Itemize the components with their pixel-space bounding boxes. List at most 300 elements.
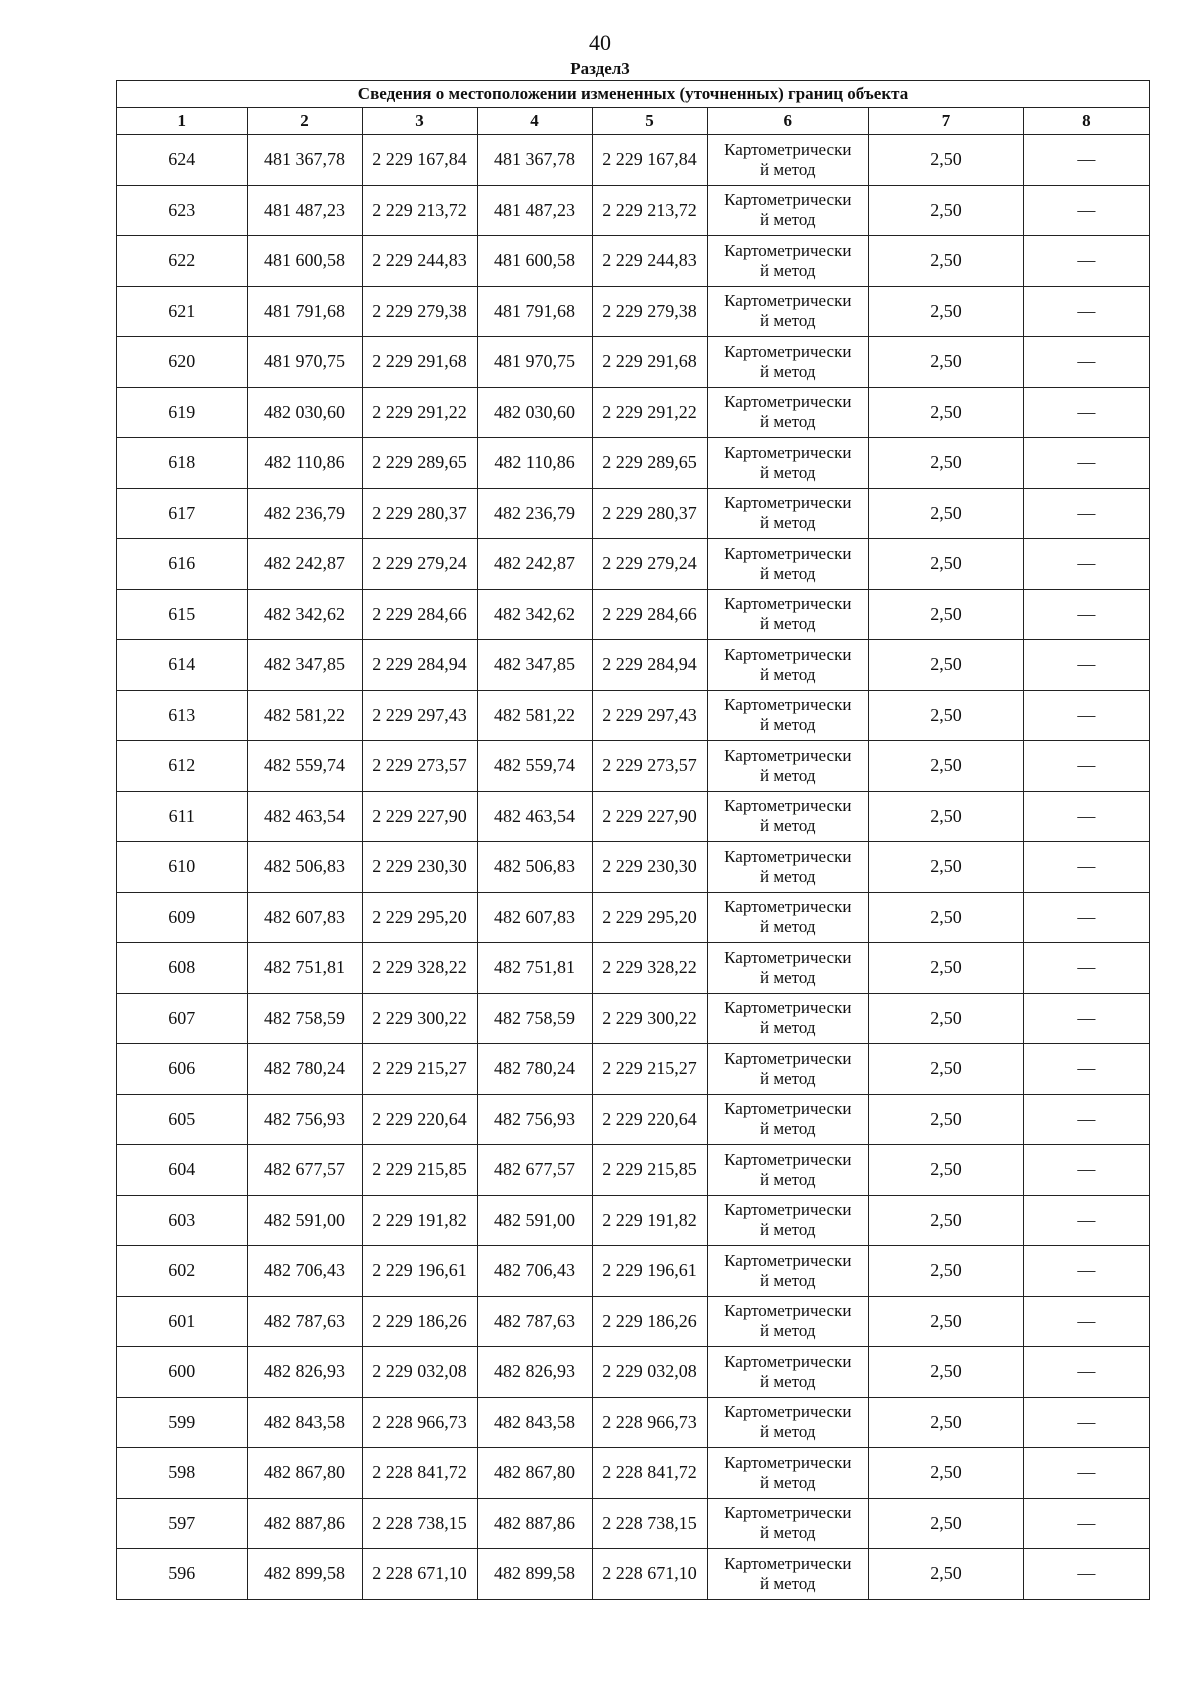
method-cell [707,1498,868,1549]
method-cell [707,1347,868,1398]
x-coordinate-cell: 482 677,57 [247,1145,362,1196]
point-number-cell: 617 [117,488,248,539]
point-number-cell: 621 [117,286,248,337]
point-number-cell: 606 [117,1044,248,1095]
x-coordinate-cell: 482 506,83 [477,842,592,893]
x-coordinate-cell: 482 607,83 [247,892,362,943]
method-line: й метод [760,715,816,735]
x-coordinate-cell: 482 463,54 [247,791,362,842]
x-coordinate-cell: 482 559,74 [247,741,362,792]
point-number-cell: 613 [117,690,248,741]
point-number-cell: 623 [117,185,248,236]
x-coordinate-cell: 482 706,43 [477,1246,592,1297]
x-coordinate-cell: 482 030,60 [247,387,362,438]
method-line: Картометрически [724,392,852,412]
column-header: 5 [592,108,707,135]
x-coordinate-cell: 482 756,93 [247,1094,362,1145]
method-line: Картометрически [724,1099,852,1119]
method-line: й метод [760,614,816,634]
x-coordinate-cell: 482 758,59 [247,993,362,1044]
method-cell [707,286,868,337]
method-line: Картометрически [724,1250,852,1270]
method-line: й метод [760,1472,816,1492]
y-coordinate-cell: 2 229 291,68 [592,337,707,388]
x-coordinate-cell: 482 887,86 [247,1498,362,1549]
y-coordinate-cell: 2 229 273,57 [362,741,477,792]
method-line: й метод [760,1422,816,1442]
point-number-cell: 609 [117,892,248,943]
method-line: Картометрически [724,240,852,260]
section-title: Раздел3 [570,59,630,78]
note-cell: — [1023,286,1149,337]
x-coordinate-cell: 482 342,62 [247,589,362,640]
x-coordinate-cell: 482 581,22 [477,690,592,741]
method-line: й метод [760,412,816,432]
accuracy-cell: 2,50 [869,1195,1024,1246]
table-row [117,791,1150,842]
x-coordinate-cell: 482 826,93 [477,1347,592,1398]
y-coordinate-cell: 2 229 167,84 [362,135,477,186]
table-header-row [117,108,1150,135]
method-cell [707,791,868,842]
method-line: Картометрически [724,1503,852,1523]
x-coordinate-cell: 482 756,93 [477,1094,592,1145]
y-coordinate-cell: 2 229 300,22 [362,993,477,1044]
accuracy-cell: 2,50 [869,892,1024,943]
x-coordinate-cell: 481 487,23 [247,185,362,236]
x-coordinate-cell: 482 887,86 [477,1498,592,1549]
column-header: 7 [869,108,1024,135]
x-coordinate-cell: 482 899,58 [247,1549,362,1600]
x-coordinate-cell: 482 867,80 [477,1448,592,1499]
method-line: Картометрически [724,543,852,563]
y-coordinate-cell: 2 229 273,57 [592,741,707,792]
x-coordinate-cell: 482 607,83 [477,892,592,943]
table-row [117,236,1150,287]
x-coordinate-cell: 482 242,87 [247,539,362,590]
note-cell: — [1023,791,1149,842]
y-coordinate-cell: 2 229 196,61 [362,1246,477,1297]
table-row [117,640,1150,691]
point-number-cell: 598 [117,1448,248,1499]
note-cell: — [1023,993,1149,1044]
x-coordinate-cell: 481 970,75 [247,337,362,388]
table-row [117,1549,1150,1600]
method-line: й метод [760,816,816,836]
y-coordinate-cell: 2 229 328,22 [592,943,707,994]
accuracy-cell: 2,50 [869,1246,1024,1297]
table-row [117,488,1150,539]
accuracy-cell: 2,50 [869,791,1024,842]
accuracy-cell: 2,50 [869,337,1024,388]
accuracy-cell: 2,50 [869,236,1024,287]
table-caption-row [117,81,1150,108]
table-row [117,1246,1150,1297]
table-row [117,993,1150,1044]
method-cell [707,539,868,590]
point-number-cell: 597 [117,1498,248,1549]
y-coordinate-cell: 2 229 295,20 [362,892,477,943]
accuracy-cell: 2,50 [869,539,1024,590]
accuracy-cell: 2,50 [869,286,1024,337]
x-coordinate-cell: 482 236,79 [247,488,362,539]
method-cell [707,1195,868,1246]
point-number-cell: 605 [117,1094,248,1145]
accuracy-cell: 2,50 [869,1296,1024,1347]
method-cell [707,135,868,186]
accuracy-cell: 2,50 [869,387,1024,438]
method-line: Картометрически [724,1402,852,1422]
method-cell [707,741,868,792]
note-cell: — [1023,1044,1149,1095]
y-coordinate-cell: 2 229 215,85 [592,1145,707,1196]
accuracy-cell: 2,50 [869,842,1024,893]
column-header: 6 [707,108,868,135]
x-coordinate-cell: 482 751,81 [477,943,592,994]
y-coordinate-cell: 2 228 841,72 [592,1448,707,1499]
y-coordinate-cell: 2 229 215,85 [362,1145,477,1196]
note-cell: — [1023,1246,1149,1297]
table-row [117,1195,1150,1246]
method-line: Картометрически [724,796,852,816]
method-line: й метод [760,563,816,583]
method-line: Картометрически [724,291,852,311]
note-cell: — [1023,1094,1149,1145]
point-number-cell: 601 [117,1296,248,1347]
x-coordinate-cell: 481 367,78 [247,135,362,186]
y-coordinate-cell: 2 229 291,22 [362,387,477,438]
method-cell [707,943,868,994]
method-cell [707,1448,868,1499]
accuracy-cell: 2,50 [869,1549,1024,1600]
method-line: Картометрически [724,341,852,361]
accuracy-cell: 2,50 [869,741,1024,792]
y-coordinate-cell: 2 229 213,72 [362,185,477,236]
x-coordinate-cell: 482 787,63 [477,1296,592,1347]
method-cell [707,640,868,691]
y-coordinate-cell: 2 229 167,84 [592,135,707,186]
y-coordinate-cell: 2 229 279,24 [592,539,707,590]
table-row [117,1145,1150,1196]
y-coordinate-cell: 2 229 186,26 [592,1296,707,1347]
table-row [117,1498,1150,1549]
method-line: Картометрически [724,1200,852,1220]
method-line: Картометрически [724,998,852,1018]
table-row [117,589,1150,640]
x-coordinate-cell: 482 591,00 [247,1195,362,1246]
accuracy-cell: 2,50 [869,135,1024,186]
method-cell [707,993,868,1044]
x-coordinate-cell: 481 791,68 [477,286,592,337]
y-coordinate-cell: 2 229 244,83 [592,236,707,287]
point-number-cell: 624 [117,135,248,186]
y-coordinate-cell: 2 229 196,61 [592,1246,707,1297]
y-coordinate-cell: 2 229 280,37 [362,488,477,539]
method-cell [707,387,868,438]
point-number-cell: 599 [117,1397,248,1448]
accuracy-cell: 2,50 [869,589,1024,640]
method-line: й метод [760,361,816,381]
note-cell: — [1023,943,1149,994]
method-line: й метод [760,1523,816,1543]
method-line: й метод [760,1321,816,1341]
method-line: й метод [760,967,816,987]
method-line: й метод [760,513,816,533]
method-line: Картометрически [724,745,852,765]
note-cell: — [1023,337,1149,388]
accuracy-cell: 2,50 [869,1498,1024,1549]
table-row [117,286,1150,337]
table-row [117,1397,1150,1448]
table-row [117,1094,1150,1145]
point-number-cell: 607 [117,993,248,1044]
y-coordinate-cell: 2 229 215,27 [592,1044,707,1095]
point-number-cell: 620 [117,337,248,388]
x-coordinate-cell: 482 591,00 [477,1195,592,1246]
accuracy-cell: 2,50 [869,993,1024,1044]
method-line: Картометрически [724,897,852,917]
method-line: Картометрически [724,1351,852,1371]
method-line: Картометрически [724,493,852,513]
y-coordinate-cell: 2 228 671,10 [592,1549,707,1600]
method-cell [707,185,868,236]
note-cell: — [1023,892,1149,943]
x-coordinate-cell: 482 780,24 [477,1044,592,1095]
method-line: Картометрически [724,1149,852,1169]
method-line: Картометрически [724,947,852,967]
x-coordinate-cell: 482 780,24 [247,1044,362,1095]
note-cell: — [1023,1448,1149,1499]
y-coordinate-cell: 2 229 291,22 [592,387,707,438]
y-coordinate-cell: 2 229 297,43 [592,690,707,741]
method-cell [707,690,868,741]
x-coordinate-cell: 482 899,58 [477,1549,592,1600]
x-coordinate-cell: 482 347,85 [247,640,362,691]
y-coordinate-cell: 2 229 279,38 [362,286,477,337]
y-coordinate-cell: 2 229 297,43 [362,690,477,741]
method-line: й метод [760,1119,816,1139]
method-cell [707,1094,868,1145]
table-row [117,337,1150,388]
table-row [117,690,1150,741]
method-line: Картометрически [724,846,852,866]
method-cell [707,1549,868,1600]
accuracy-cell: 2,50 [869,1145,1024,1196]
x-coordinate-cell: 482 826,93 [247,1347,362,1398]
x-coordinate-cell: 482 677,57 [477,1145,592,1196]
note-cell: — [1023,185,1149,236]
point-number-cell: 616 [117,539,248,590]
table-row [117,135,1150,186]
method-line: Картометрически [724,594,852,614]
y-coordinate-cell: 2 229 284,66 [592,589,707,640]
x-coordinate-cell: 482 236,79 [477,488,592,539]
note-cell: — [1023,842,1149,893]
accuracy-cell: 2,50 [869,640,1024,691]
table-caption: Сведения о местоположении измененных (уточненных) границ объекта [117,81,1150,108]
method-cell [707,337,868,388]
y-coordinate-cell: 2 229 295,20 [592,892,707,943]
y-coordinate-cell: 2 228 671,10 [362,1549,477,1600]
y-coordinate-cell: 2 229 289,65 [592,438,707,489]
y-coordinate-cell: 2 228 966,73 [592,1397,707,1448]
table-row [117,1448,1150,1499]
method-line: й метод [760,664,816,684]
x-coordinate-cell: 482 242,87 [477,539,592,590]
table-row [117,842,1150,893]
method-line: й метод [760,1270,816,1290]
column-header: 2 [247,108,362,135]
column-header: 1 [117,108,248,135]
y-coordinate-cell: 2 229 284,66 [362,589,477,640]
y-coordinate-cell: 2 229 279,24 [362,539,477,590]
table-row [117,1347,1150,1398]
y-coordinate-cell: 2 229 215,27 [362,1044,477,1095]
method-line: й метод [760,260,816,280]
y-coordinate-cell: 2 228 966,73 [362,1397,477,1448]
note-cell: — [1023,690,1149,741]
method-line: й метод [760,1220,816,1240]
table-row [117,387,1150,438]
accuracy-cell: 2,50 [869,1044,1024,1095]
y-coordinate-cell: 2 228 738,15 [362,1498,477,1549]
method-line: й метод [760,1371,816,1391]
point-number-cell: 610 [117,842,248,893]
coordinates-table [116,80,1150,1600]
method-line: Картометрически [724,644,852,664]
y-coordinate-cell: 2 229 191,82 [362,1195,477,1246]
accuracy-cell: 2,50 [869,1094,1024,1145]
note-cell: — [1023,539,1149,590]
table-row [117,539,1150,590]
y-coordinate-cell: 2 229 291,68 [362,337,477,388]
accuracy-cell: 2,50 [869,943,1024,994]
x-coordinate-cell: 481 600,58 [247,236,362,287]
column-header: 3 [362,108,477,135]
x-coordinate-cell: 482 867,80 [247,1448,362,1499]
note-cell: — [1023,1195,1149,1246]
y-coordinate-cell: 2 229 244,83 [362,236,477,287]
x-coordinate-cell: 482 110,86 [247,438,362,489]
note-cell: — [1023,1498,1149,1549]
y-coordinate-cell: 2 229 328,22 [362,943,477,994]
method-line: Картометрически [724,1452,852,1472]
point-number-cell: 596 [117,1549,248,1600]
note-cell: — [1023,741,1149,792]
table-body [117,135,1150,1600]
method-cell [707,1246,868,1297]
point-number-cell: 612 [117,741,248,792]
accuracy-cell: 2,50 [869,1397,1024,1448]
x-coordinate-cell: 482 581,22 [247,690,362,741]
method-cell [707,1145,868,1196]
y-coordinate-cell: 2 229 227,90 [592,791,707,842]
y-coordinate-cell: 2 229 284,94 [592,640,707,691]
note-cell: — [1023,135,1149,186]
x-coordinate-cell: 481 367,78 [477,135,592,186]
method-cell [707,1397,868,1448]
point-number-cell: 615 [117,589,248,640]
x-coordinate-cell: 482 706,43 [247,1246,362,1297]
accuracy-cell: 2,50 [869,438,1024,489]
note-cell: — [1023,640,1149,691]
table-row [117,1044,1150,1095]
note-cell: — [1023,236,1149,287]
x-coordinate-cell: 481 970,75 [477,337,592,388]
x-coordinate-cell: 482 758,59 [477,993,592,1044]
y-coordinate-cell: 2 229 186,26 [362,1296,477,1347]
x-coordinate-cell: 481 791,68 [247,286,362,337]
x-coordinate-cell: 482 787,63 [247,1296,362,1347]
accuracy-cell: 2,50 [869,690,1024,741]
y-coordinate-cell: 2 229 220,64 [362,1094,477,1145]
x-coordinate-cell: 482 110,86 [477,438,592,489]
y-coordinate-cell: 2 228 738,15 [592,1498,707,1549]
y-coordinate-cell: 2 229 280,37 [592,488,707,539]
method-cell [707,1044,868,1095]
note-cell: — [1023,1145,1149,1196]
method-line: Картометрически [724,190,852,210]
note-cell: — [1023,387,1149,438]
x-coordinate-cell: 481 487,23 [477,185,592,236]
method-line: Картометрически [724,1553,852,1573]
point-number-cell: 604 [117,1145,248,1196]
x-coordinate-cell: 482 463,54 [477,791,592,842]
method-line: й метод [760,1169,816,1189]
point-number-cell: 608 [117,943,248,994]
method-line: й метод [760,1068,816,1088]
page-number: 40 [589,30,611,55]
accuracy-cell: 2,50 [869,185,1024,236]
method-line: Картометрически [724,1301,852,1321]
x-coordinate-cell: 482 506,83 [247,842,362,893]
method-cell [707,236,868,287]
point-number-cell: 602 [117,1246,248,1297]
y-coordinate-cell: 2 229 191,82 [592,1195,707,1246]
method-cell [707,589,868,640]
column-header: 4 [477,108,592,135]
y-coordinate-cell: 2 229 279,38 [592,286,707,337]
y-coordinate-cell: 2 229 032,08 [592,1347,707,1398]
point-number-cell: 619 [117,387,248,438]
accuracy-cell: 2,50 [869,1347,1024,1398]
method-line: Картометрически [724,442,852,462]
y-coordinate-cell: 2 228 841,72 [362,1448,477,1499]
note-cell: — [1023,589,1149,640]
note-cell: — [1023,1296,1149,1347]
note-cell: — [1023,1347,1149,1398]
x-coordinate-cell: 482 030,60 [477,387,592,438]
x-coordinate-cell: 481 600,58 [477,236,592,287]
point-number-cell: 600 [117,1347,248,1398]
y-coordinate-cell: 2 229 220,64 [592,1094,707,1145]
y-coordinate-cell: 2 229 230,30 [592,842,707,893]
y-coordinate-cell: 2 229 284,94 [362,640,477,691]
point-number-cell: 622 [117,236,248,287]
table-row [117,943,1150,994]
method-line: й метод [760,917,816,937]
x-coordinate-cell: 482 342,62 [477,589,592,640]
method-line: й метод [760,311,816,331]
method-cell [707,438,868,489]
method-line: й метод [760,866,816,886]
method-line: й метод [760,210,816,230]
y-coordinate-cell: 2 229 289,65 [362,438,477,489]
note-cell: — [1023,1549,1149,1600]
y-coordinate-cell: 2 229 032,08 [362,1347,477,1398]
method-line: Картометрически [724,139,852,159]
table-row [117,741,1150,792]
